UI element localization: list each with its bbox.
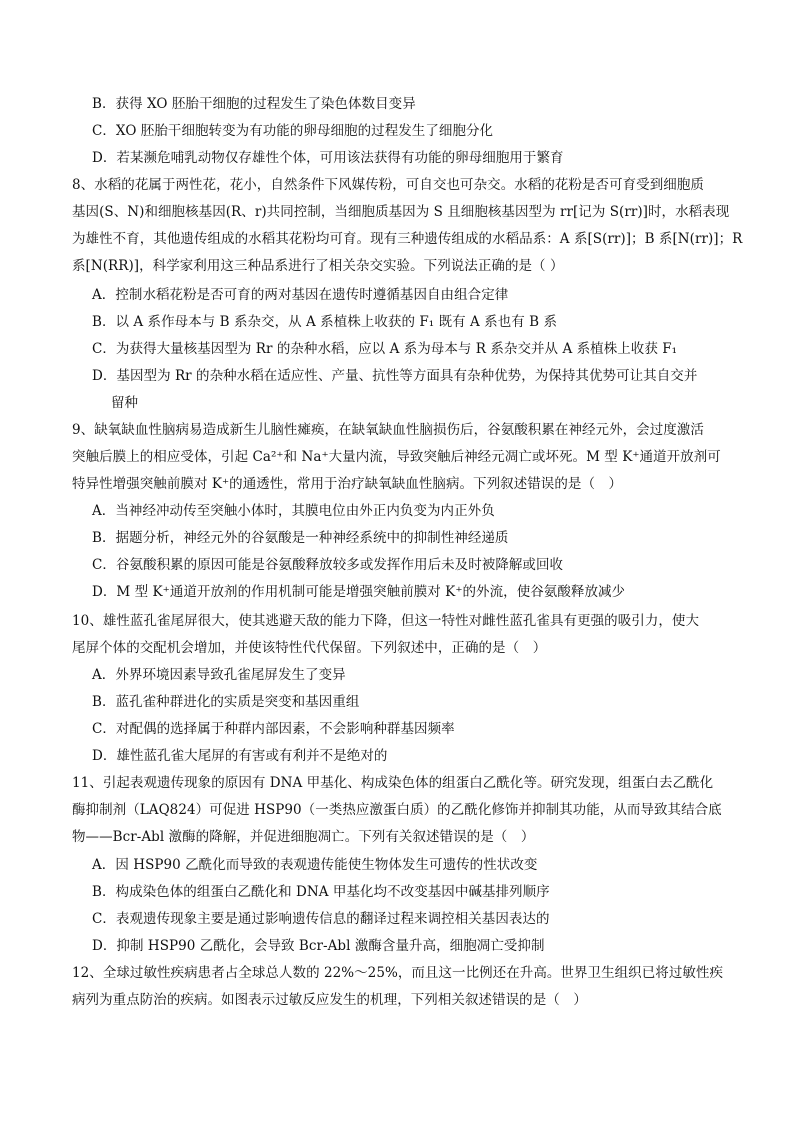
q9-option-d: D．M 型 K⁺通道开放剂的作用机制可能是增强突触前膜对 K⁺的外流，使谷氨酸释放减少	[92, 584, 626, 600]
q10-option-a: A．外界环境因素导致孔雀尾屏发生了变异	[92, 667, 346, 683]
q10-option-b: B．蓝孔雀种群进化的实质是突变和基因重组	[92, 694, 360, 710]
q11-stem-line-1: 11、引起表观遗传现象的原因有 DNA 甲基化、构成染色体的组蛋白乙酰化等。研究发现，组蛋白去乙酰化	[72, 775, 714, 791]
q9-stem-line-1: 9、缺氧缺血性脑病易造成新生儿脑性瘫痪，在缺氧缺血性脑损伤后，谷氨酸积累在神经元外，会过度激活	[72, 422, 704, 438]
q10-option-d: D．雄性蓝孔雀大尾屏的有害或有利并不是绝对的	[92, 748, 388, 764]
q7-option-b: B．获得 XO 胚胎干细胞的过程发生了染色体数目变异	[92, 96, 416, 112]
q7-option-d: D．若某濒危哺乳动物仅存雄性个体，可用该法获得有功能的卵母细胞用于繁育	[92, 150, 564, 166]
q8-option-d-continued: 留种	[111, 395, 139, 411]
q9-stem-line-2: 突触后膜上的相应受体，引起 Ca²⁺和 Na⁺大量内流，导致突触后神经元凋亡或坏死。M 型 K⁺通道开放剂可	[72, 449, 721, 465]
q12-stem-line-1: 12、全球过敏性疾病患者占全球总人数的 22%～25%，而且这一比例还在升高。世界卫生组织已将过敏性疾	[72, 965, 724, 981]
q10-option-c: C．对配偶的选择属于种群内部因素，不会影响种群基因频率	[92, 721, 455, 737]
q7-option-c: C．XO 胚胎干细胞转变为有功能的卵母细胞的过程发生了细胞分化	[92, 123, 494, 139]
q11-option-d: D．抑制 HSP90 乙酰化，会导致 Bcr-Abl 激酶含量升高，细胞凋亡受抑制	[92, 938, 545, 954]
q8-stem-line-1: 8、水稻的花属于两性花，花小，自然条件下风媒传粉，可自交也可杂交。水稻的花粉是否可育受到细胞质	[72, 177, 704, 193]
q10-stem-line-1: 10、雄性蓝孔雀尾屏很大，使其逃避天敌的能力下降，但这一特性对雌性蓝孔雀具有更强的吸引力，使大	[72, 613, 700, 629]
q11-stem-line-3: 物——Bcr-Abl 激酶的降解，并促进细胞凋亡。下列有关叙述错误的是（ ）	[72, 829, 535, 845]
q9-option-b: B．据题分析，神经元外的谷氨酸是一种神经系统中的抑制性神经递质	[92, 530, 509, 546]
q11-stem-line-2: 酶抑制剂（LAQ824）可促进 HSP90（一类热应激蛋白质）的乙酰化修饰并抑制其功能，从而导致其结合底	[72, 802, 722, 818]
q9-option-a: A．当神经冲动传至突触小体时，其膜电位由外正内负变为内正外负	[92, 503, 495, 519]
q10-stem-line-2: 尾屏个体的交配机会增加，并使该特性代代保留。下列叙述中，正确的是（ ）	[72, 640, 547, 656]
q9-option-c: C．谷氨酸积累的原因可能是谷氨酸释放较多或发挥作用后未及时被降解或回收	[92, 557, 564, 573]
q8-option-b: B．以 A 系作母本与 B 系杂交，从 A 系植株上收获的 F₁ 既有 A 系也有 B 系	[92, 314, 558, 330]
q11-option-a: A．因 HSP90 乙酰化而导致的表观遗传能使生物体发生可遗传的性状改变	[92, 857, 538, 873]
q8-stem-line-4: 系[N(RR)]，科学家利用这三种品系进行了相关杂交实验。下列说法正确的是（ ）	[72, 258, 564, 274]
q12-stem-line-2: 病列为重点防治的疾病。如图表示过敏反应发生的机理，下列相关叙述错误的是（ ）	[72, 992, 587, 1008]
q8-option-a: A．控制水稻花粉是否可育的两对基因在遗传时遵循基因自由组合定律	[92, 287, 509, 303]
q8-stem-line-3: 为雄性不育，其他遗传组成的水稻其花粉均可育。现有三种遗传组成的水稻品系：A 系[S(rr)]；B 系[N(rr)]；R	[72, 231, 743, 247]
q8-option-d: D．基因型为 Rr 的杂种水稻在适应性、产量、抗性等方面具有杂种优势，为保持其优势可让其自交并	[92, 368, 698, 384]
q8-stem-line-2: 基因(S、N)和细胞核基因(R、r)共同控制，当细胞质基因为 S 且细胞核基因型为 rr[记为 S(rr)]时，水稻表现	[72, 204, 730, 220]
q9-stem-line-3: 特异性增强突触前膜对 K⁺的通透性，常用于治疗缺氧缺血性脑病。下列叙述错误的是（ ）	[72, 476, 623, 492]
q11-option-c: C．表观遗传现象主要是通过影响遗传信息的翻译过程来调控相关基因表达的	[92, 911, 550, 927]
q8-option-c: C．为获得大量核基因型为 Rr 的杂种水稻，应以 A 系为母本与 R 系杂交并从 A 系植株上收获 F₁	[92, 341, 678, 357]
q11-option-b: B．构成染色体的组蛋白乙酰化和 DNA 甲基化均不改变基因中碱基排列顺序	[92, 884, 550, 900]
